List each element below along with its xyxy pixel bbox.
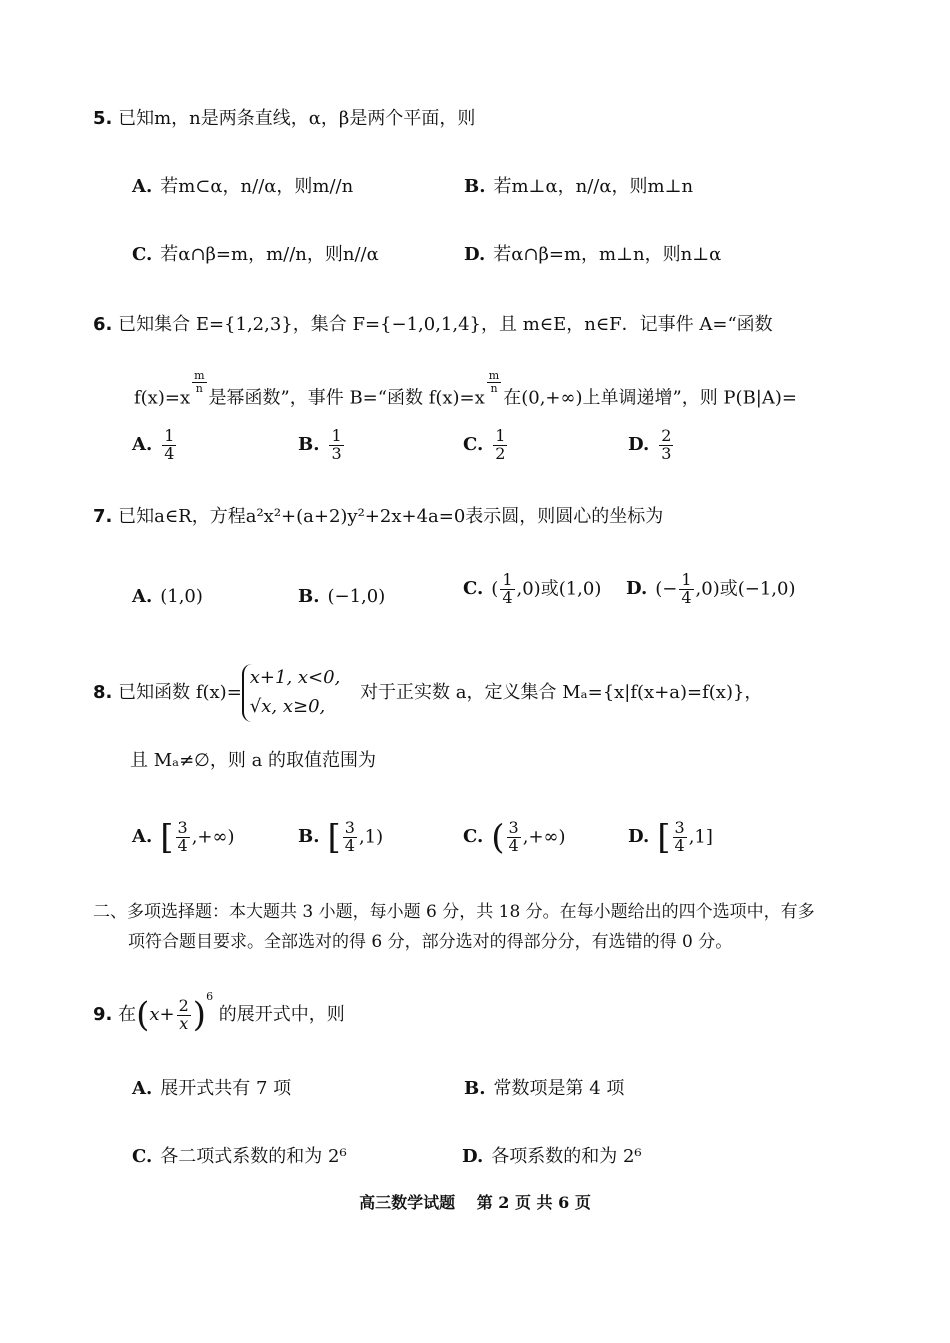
q8-piecewise	[242, 664, 341, 722]
q6-option-c	[463, 428, 509, 463]
q7-option-d-pre: (−	[655, 578, 678, 600]
q8-text-2: 且 Mₐ≠∅，则 a 的取值范围为	[130, 750, 377, 771]
q9-frac	[177, 995, 191, 1033]
q6-func-a: f(x)=x	[134, 387, 191, 409]
q6-option-d-frac	[659, 428, 673, 463]
q6-option-b-frac	[329, 428, 343, 463]
q9-option-c-label: C.	[132, 1146, 153, 1167]
q6-func-b: 是幂函数”，事件 B=“函数 f(x)=x	[208, 387, 485, 409]
q7-option-a	[132, 586, 203, 608]
q8-stem-a: 已知函数 f(x)=	[118, 682, 242, 703]
q7-option-d	[626, 572, 795, 607]
q6-exponent-1-num: m	[194, 369, 205, 382]
q7-stem: 已知a∈R，方程a²x²+(a+2)y²+2x+4a=0表示圆，则圆心的坐标为	[118, 506, 664, 527]
q6-option-d-den: 3	[661, 443, 672, 463]
q6-option-a-label: A.	[132, 434, 153, 456]
q7-option-a-text: (1,0)	[160, 586, 203, 607]
q6-exponent-2-num: m	[488, 369, 500, 382]
q8-option-b	[298, 817, 384, 858]
q5-option-a-text: 若m⊂α，n//α，则m//n	[160, 176, 354, 197]
section-2-line-1: 二、多项选择题：本大题共 3 小题，每小题 6 分，共 18 分。在每小题给出的四个选项中，有多	[93, 902, 815, 922]
q7-option-c-pre: (	[491, 578, 499, 600]
q5-stem: 已知m，n是两条直线，α，β是两个平面，则	[118, 108, 476, 129]
q8-option-d-num: 3	[674, 818, 685, 837]
q9-expr: x+	[149, 1004, 175, 1026]
q7-option-c-post: ,0)或(1,0)	[516, 578, 602, 600]
q9-post: 的展开式中，则	[218, 1004, 345, 1026]
q7-option-d-den: 4	[681, 587, 692, 607]
q8-stem-b: 对于正实数 a，定义集合 Mₐ={x|f(x+a)=f(x)}，	[360, 682, 763, 703]
q7-option-b-text: (−1,0)	[327, 586, 386, 607]
q7-option-a-label: A.	[132, 586, 153, 607]
q8-option-b-label: B.	[298, 826, 320, 848]
q5-option-d-label: D.	[464, 244, 486, 265]
q9-option-a-text: 展开式共有 7 项	[160, 1078, 292, 1099]
q6-option-a	[132, 428, 178, 463]
q7-option-d-label: D.	[626, 578, 648, 600]
q8-option-c-num: 3	[508, 818, 519, 837]
q6-exponent-2-den: n	[490, 381, 498, 395]
q8-option-b-num: 3	[344, 818, 355, 837]
q6-text-1: 已知集合 E={1,2,3}，集合 F={−1,0,1,4}，且 m∈E，n∈F．记事件 A=“函数	[118, 314, 773, 335]
q6-option-c-den: 2	[495, 443, 506, 463]
q9-frac-num: 2	[178, 995, 189, 1015]
q9-option-d-text: 各项系数的和为 2⁶	[491, 1146, 642, 1167]
q6-func-c: 在(0,+∞)上单调递增”，则 P(B|A)=	[503, 387, 797, 409]
q5-option-a-label: A.	[132, 176, 153, 197]
q8-option-d	[628, 817, 713, 858]
q8-option-c-den: 4	[508, 835, 519, 855]
q7-option-b-label: B.	[298, 586, 320, 607]
q9-option-c	[132, 1146, 347, 1168]
q8-piece-2: √x, x≥0,	[249, 695, 326, 717]
q9-stem-line	[93, 990, 345, 1035]
q6-number: 6.	[93, 314, 113, 335]
q7-number: 7.	[93, 506, 113, 527]
q5-option-c	[132, 244, 379, 266]
q8-line-2	[130, 750, 376, 772]
q5-stem-line	[93, 108, 475, 130]
q7-option-b	[298, 586, 385, 608]
q5-option-b-text: 若m⊥α，n//α，则m⊥n	[493, 176, 694, 197]
q9-option-d	[462, 1146, 642, 1168]
q8-option-a-label: A.	[132, 826, 153, 848]
q6-option-d-num: 2	[661, 426, 672, 445]
q9-option-b	[464, 1078, 624, 1100]
q6-option-d-label: D.	[628, 434, 650, 456]
q6-exponent-2	[487, 370, 501, 394]
q8-option-d-post: ,1]	[688, 826, 713, 848]
q8-stem-line	[93, 664, 762, 722]
q5-option-c-label: C.	[132, 244, 153, 265]
q8-option-b-post: ,1)	[358, 826, 384, 848]
q7-option-c	[463, 572, 601, 607]
q9-option-c-text: 各二项式系数的和为 2⁶	[160, 1146, 347, 1167]
q8-option-b-pre: [	[327, 817, 341, 858]
q9-frac-den: x	[179, 1013, 189, 1033]
q6-option-c-num: 1	[495, 426, 506, 445]
q9-option-a	[132, 1078, 291, 1100]
q9-power: 6	[206, 990, 214, 1003]
q7-option-c-frac	[500, 572, 514, 607]
q6-option-a-den: 4	[164, 443, 175, 463]
q6-exponent-1	[192, 370, 206, 394]
q8-option-c-pre: (	[491, 817, 505, 858]
q8-option-a-den: 4	[177, 835, 188, 855]
q7-stem-line	[93, 506, 663, 528]
q5-option-d-text: 若α∩β=m，m⊥n，则n⊥α	[493, 244, 722, 265]
q8-option-d-pre: [	[657, 817, 671, 858]
q6-option-a-frac	[162, 428, 176, 463]
q5-option-d	[464, 244, 721, 266]
q9-open-paren: (	[136, 995, 150, 1035]
q7-option-c-label: C.	[463, 578, 484, 600]
q6-option-c-label: C.	[463, 434, 484, 456]
q7-option-d-frac	[679, 572, 693, 607]
q9-option-b-label: B.	[464, 1078, 486, 1099]
q5-option-b	[464, 176, 693, 198]
q8-option-a-pre: [	[160, 817, 174, 858]
q7-option-c-num: 1	[502, 570, 513, 589]
q8-option-d-frac	[673, 820, 687, 855]
q8-option-b-frac	[343, 820, 357, 855]
q8-piece-1: x+1, x<0,	[249, 667, 341, 688]
q6-option-b-num: 1	[331, 426, 342, 445]
q8-option-c-label: C.	[463, 826, 484, 848]
q8-option-d-den: 4	[674, 835, 685, 855]
q9-option-a-label: A.	[132, 1078, 153, 1099]
q5-number: 5.	[93, 108, 113, 129]
q6-option-d	[628, 428, 675, 463]
q7-option-c-den: 4	[502, 587, 513, 607]
q8-option-c	[463, 817, 566, 858]
q9-option-b-text: 常数项是第 4 项	[493, 1078, 625, 1099]
q8-option-c-post: ,+∞)	[522, 826, 566, 848]
q9-pre: 在	[118, 1004, 137, 1026]
q5-option-a	[132, 176, 353, 198]
q5-option-b-label: B.	[464, 176, 486, 197]
q6-option-b-den: 3	[331, 443, 342, 463]
q8-option-c-frac	[507, 820, 521, 855]
q8-option-a-frac	[176, 820, 190, 855]
q8-option-a	[132, 817, 235, 858]
q8-option-b-den: 4	[344, 835, 355, 855]
q8-option-a-post: ,+∞)	[191, 826, 235, 848]
q8-number: 8.	[93, 682, 113, 703]
q9-number: 9.	[93, 1004, 113, 1026]
q9-option-d-label: D.	[462, 1146, 484, 1167]
q8-option-a-num: 3	[177, 818, 188, 837]
q8-option-d-label: D.	[628, 826, 650, 848]
q6-line-2	[134, 370, 797, 409]
q5-option-c-text: 若α∩β=m，m//n，则n//α	[160, 244, 379, 265]
q9-close-paren: )	[192, 995, 207, 1035]
q6-option-a-num: 1	[164, 426, 175, 445]
section-2-line-2: 项符合题目要求。全部选对的得 6 分，部分选对的得部分分，有选错的得 0 分。	[128, 932, 733, 952]
page-footer: 高三数学试题 第 2 页 共 6 页	[359, 1193, 591, 1212]
q6-exponent-1-den: n	[195, 381, 203, 395]
q6-option-b-label: B.	[298, 434, 320, 456]
q6-line-1	[93, 314, 773, 336]
q6-option-b	[298, 428, 346, 463]
q7-option-d-num: 1	[681, 570, 692, 589]
q7-option-d-post: ,0)或(−1,0)	[695, 578, 796, 600]
q6-option-c-frac	[493, 428, 507, 463]
